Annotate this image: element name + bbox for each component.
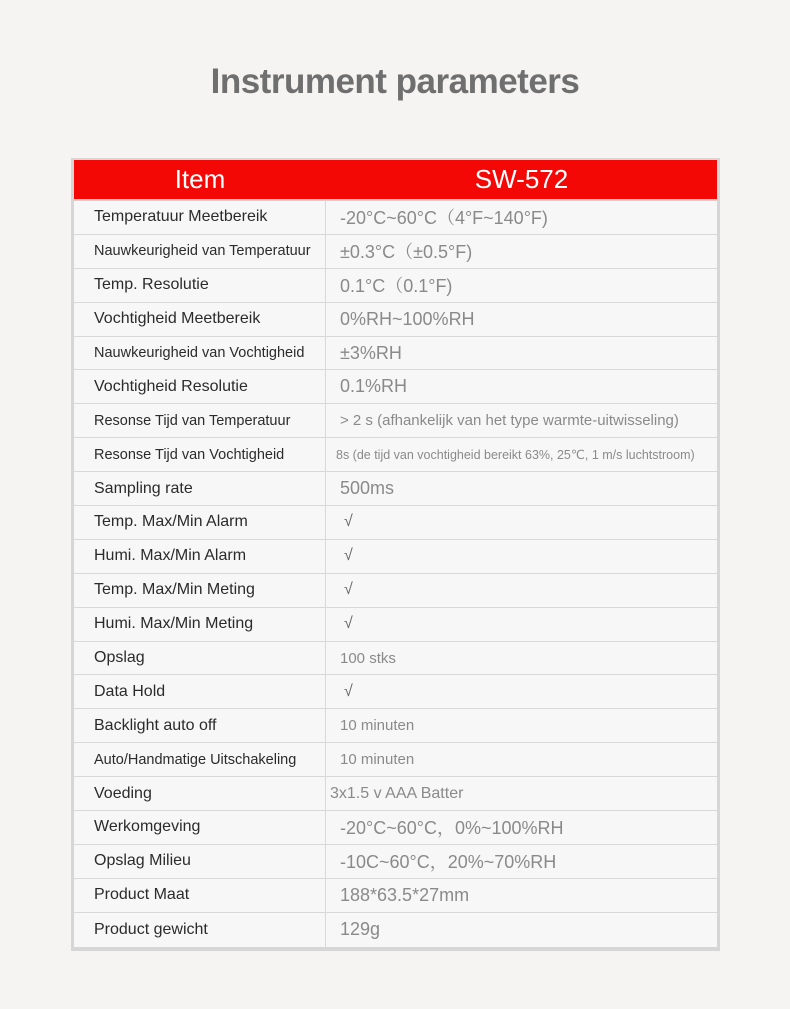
row-value: -20°C~60°C（4°F~140°F) — [340, 208, 548, 229]
check-mark: √ — [344, 682, 353, 700]
table-row — [74, 404, 717, 438]
table-row — [74, 370, 717, 404]
row-label: Nauwkeurigheid van Temperatuur — [74, 235, 326, 268]
table-row — [74, 506, 717, 540]
table-row — [74, 913, 717, 947]
table-row — [74, 675, 717, 709]
table-header — [74, 160, 717, 201]
row-label: Product gewicht — [74, 913, 326, 947]
row-value: 500ms — [340, 478, 395, 499]
row-value: 0.1%RH — [340, 376, 408, 397]
table-row — [74, 201, 717, 235]
table-row — [74, 879, 717, 913]
table-row — [74, 235, 717, 269]
table-row — [74, 811, 717, 845]
row-value: 3x1.5 v AAA Batter — [330, 784, 464, 802]
row-label: Resonse Tijd van Temperatuur — [74, 404, 326, 437]
table-row — [74, 269, 717, 303]
row-value: 188*63.5*27mm — [340, 884, 470, 905]
row-label: Temperatuur Meetbereik — [74, 201, 326, 234]
row-label: Product Maat — [74, 879, 326, 912]
row-label: Temp. Max/Min Alarm — [74, 506, 326, 539]
row-value: 100 stks — [340, 649, 396, 667]
table-row — [74, 743, 717, 777]
table-row — [74, 608, 717, 642]
row-value: > 2 s (afhankelijk van het type warmte-uitwisseling) — [340, 412, 679, 430]
table-row — [74, 845, 717, 879]
row-value: 10 minuten — [340, 717, 415, 735]
header-item: Item — [174, 164, 226, 194]
row-label: Humi. Max/Min Meting — [74, 608, 326, 641]
table-row — [74, 303, 717, 337]
row-label: Vochtigheid Meetbereik — [74, 303, 326, 336]
row-label: Resonse Tijd van Vochtigheid — [74, 438, 326, 471]
row-label: Voeding — [74, 777, 326, 810]
row-value: 0%RH~100%RH — [340, 308, 475, 329]
row-value: 10 minuten — [340, 751, 415, 769]
table-row — [74, 540, 717, 574]
row-label: Sampling rate — [74, 472, 326, 505]
row-value: ±0.3°C（±0.5°F) — [340, 242, 473, 263]
row-value: 8s (de tijd van vochtigheid bereikt 63%, 25℃, 1 m/s luchtstroom) — [336, 448, 695, 463]
row-value: -10C~60°C，20%~70%RH — [340, 852, 557, 873]
check-mark: √ — [344, 547, 353, 565]
check-mark: √ — [344, 581, 353, 599]
parameters-table — [71, 158, 720, 951]
row-label: Temp. Resolutie — [74, 269, 326, 302]
row-label: Nauwkeurigheid van Vochtigheid — [74, 337, 326, 370]
header-model: SW-572 — [474, 164, 569, 194]
page-title: Instrument parameters — [210, 62, 580, 101]
row-label: Auto/Handmatige Uitschakeling — [74, 743, 326, 776]
table-row — [74, 777, 717, 811]
row-value: ±3%RH — [340, 342, 402, 363]
row-label: Opslag — [74, 642, 326, 675]
table-row — [74, 574, 717, 608]
table-row — [74, 337, 717, 371]
row-value: 0.1°C（0.1°F) — [340, 276, 453, 297]
row-label: Data Hold — [74, 675, 326, 708]
table-row — [74, 642, 717, 676]
table-row — [74, 709, 717, 743]
row-label: Temp. Max/Min Meting — [74, 574, 326, 607]
check-mark: √ — [344, 513, 353, 531]
check-mark: √ — [344, 615, 353, 633]
table-body — [74, 160, 717, 947]
row-label: Vochtigheid Resolutie — [74, 370, 326, 403]
row-label: Opslag Milieu — [74, 845, 326, 878]
row-value: -20°C~60°C，0%~100%RH — [340, 818, 564, 839]
row-label: Backlight auto off — [74, 709, 326, 742]
table-row — [74, 438, 717, 472]
row-label: Werkomgeving — [74, 811, 326, 844]
row-value: 129g — [340, 919, 381, 940]
row-label: Humi. Max/Min Alarm — [74, 540, 326, 573]
table-row — [74, 472, 717, 506]
